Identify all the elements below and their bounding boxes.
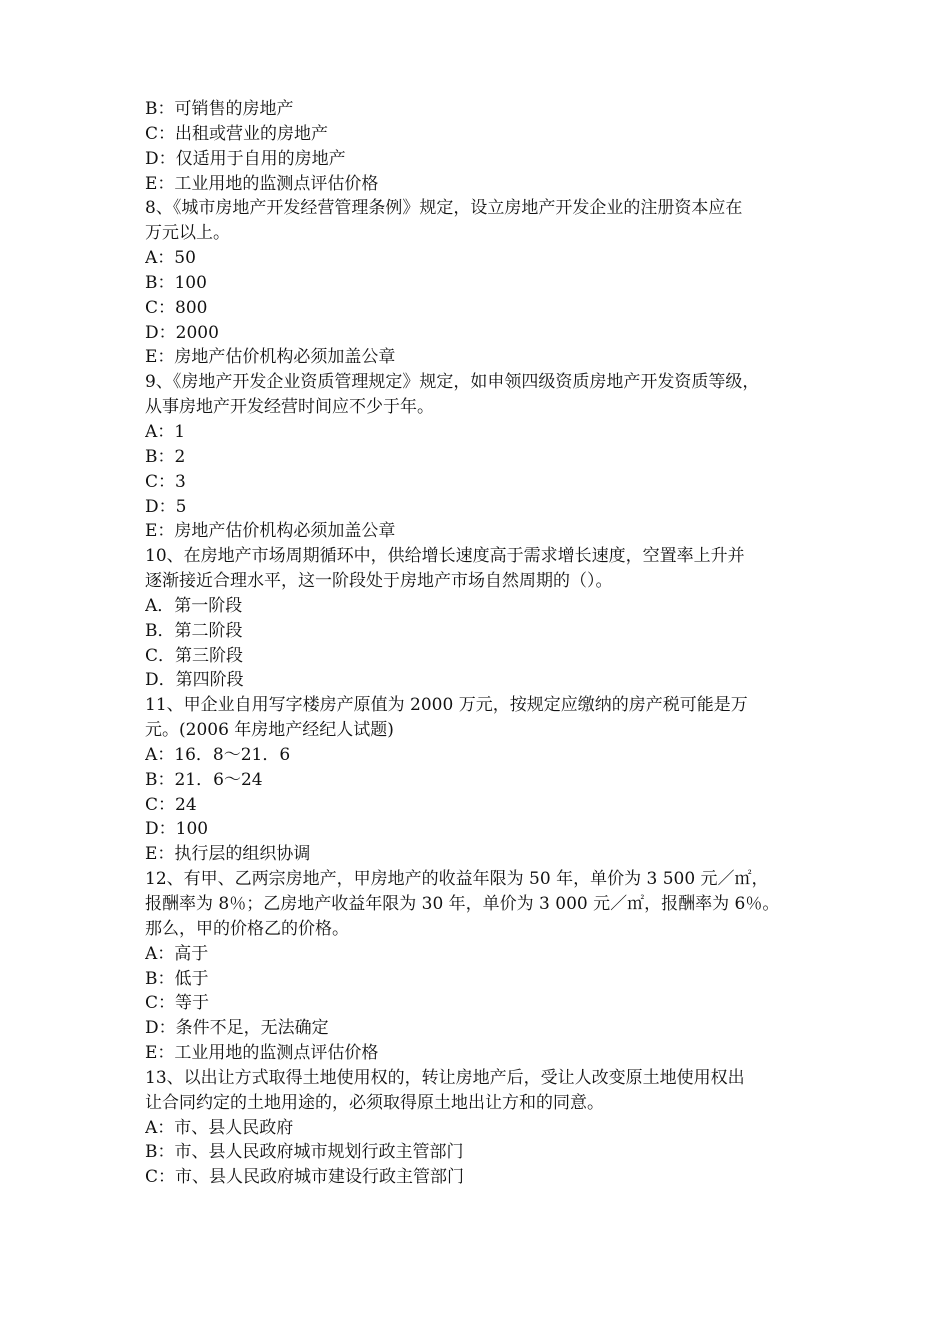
option-line: B：低于	[145, 968, 209, 989]
option-line: C．第三阶段	[145, 645, 244, 666]
option-line: D：2000	[145, 322, 219, 343]
option-line: A：16．8～21．6	[145, 744, 291, 765]
option-line: E：房地产估价机构必须加盖公章	[145, 347, 396, 368]
option-line: B：100	[145, 272, 207, 293]
option-line: D．第四阶段	[145, 670, 244, 691]
question-11-text: 11、甲企业自用写字楼房产原值为 2000 万元，按规定应缴纳的房产税可能是万	[145, 695, 748, 716]
option-line: B．第二阶段	[145, 620, 243, 641]
question-11-text-cont: 元。(2006 年房地产经纪人试题)	[145, 720, 394, 741]
option-line: C：800	[145, 297, 208, 318]
option-line: C：等于	[145, 993, 210, 1014]
question-8-text: 8、《城市房地产开发经营管理条例》规定，设立房地产开发企业的注册资本应在	[145, 198, 743, 219]
option-line: D：仅适用于自用的房地产	[145, 148, 346, 169]
option-line: E：工业用地的监测点评估价格	[145, 173, 379, 194]
question-13-text: 13、以出让方式取得土地使用权的，转让房地产后，受让人改变原土地使用权出	[145, 1067, 745, 1088]
option-line: D：100	[145, 819, 209, 840]
question-10-text: 10、在房地产市场周期循环中，供给增长速度高于需求增长速度，空置率上升并	[145, 546, 745, 567]
question-13-text-cont: 让合同约定的土地用途的，必须取得原土地出让方和的同意。	[145, 1092, 604, 1113]
option-line: A．第一阶段	[145, 595, 243, 616]
option-line: C：24	[145, 794, 197, 815]
question-9-text: 9、《房地产开发企业资质管理规定》规定，如申领四级资质房地产开发资质等级，	[145, 372, 760, 393]
option-line: B：2	[145, 446, 186, 467]
option-line: A：1	[145, 421, 186, 442]
option-line: C：市、县人民政府城市建设行政主管部门	[145, 1167, 465, 1188]
option-line: A：高于	[145, 943, 209, 964]
question-12-text-cont: 报酬率为 8％；乙房地产收益年限为 30 年，单价为 3 000 元／㎡，报酬率为 6％。	[145, 894, 780, 914]
option-line: B：21．6～24	[145, 769, 263, 790]
option-line: A：市、县人民政府	[145, 1117, 294, 1138]
option-line: D：5	[145, 496, 187, 517]
option-line: B：市、县人民政府城市规划行政主管部门	[145, 1142, 464, 1163]
question-12-text-cont: 那么，甲的价格乙的价格。	[145, 918, 349, 939]
option-line: C：3	[145, 471, 186, 492]
option-line: D：条件不足，无法确定	[145, 1018, 329, 1039]
question-12-text: 12、有甲、乙两宗房地产，甲房地产的收益年限为 50 年，单价为 3 500 元／㎡，	[145, 869, 769, 890]
option-line: E：执行层的组织协调	[145, 844, 311, 865]
option-line: E：工业用地的监测点评估价格	[145, 1043, 379, 1064]
option-line: C：出租或营业的房地产	[145, 123, 329, 144]
document-page	[145, 97, 810, 1190]
question-10-text-cont: 逐渐接近合理水平，这一阶段处于房地产市场自然周期的（）。	[145, 571, 613, 592]
option-line: B：可销售的房地产	[145, 99, 294, 119]
option-line: E：房地产估价机构必须加盖公章	[145, 521, 396, 542]
option-line: A：50	[145, 248, 196, 269]
question-9-text-cont: 从事房地产开发经营时间应不少于年。	[145, 397, 434, 418]
question-8-text-cont: 万元以上。	[145, 223, 230, 244]
